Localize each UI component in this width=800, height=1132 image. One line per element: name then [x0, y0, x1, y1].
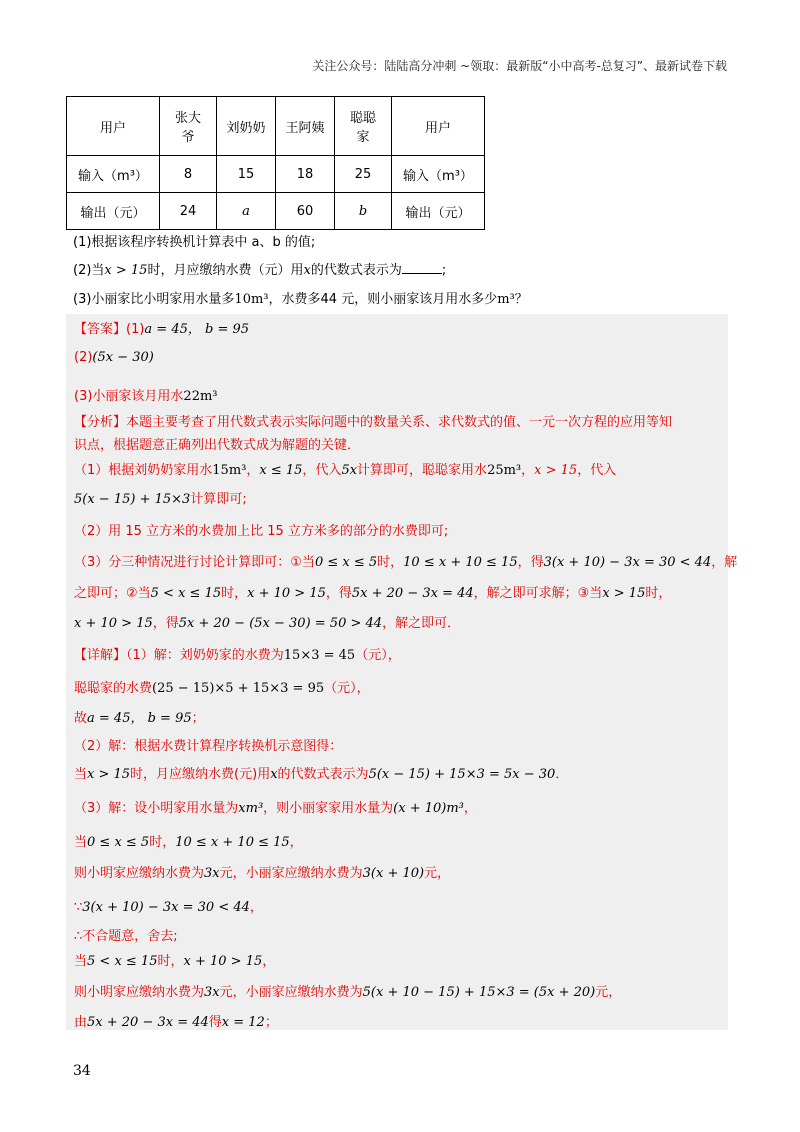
text: 时，: [645, 586, 672, 601]
text: 的代数式表示为: [277, 767, 369, 782]
text: ，: [463, 801, 477, 816]
question-2: [73, 259, 446, 278]
text: ；: [264, 1015, 278, 1030]
analysis-line: 识点，根据题意正确列出代数式成为解题的关键．: [74, 438, 361, 453]
math: (x + 10)m³: [393, 801, 464, 816]
table-cell: 张大 爷: [160, 97, 217, 156]
text: 则小明家应缴纳水费为: [74, 866, 205, 881]
text: ，解之即可求解；③当: [473, 586, 603, 601]
text: 元，: [595, 985, 622, 1000]
math: 5x + 20 − 3x = 44: [87, 1015, 209, 1030]
detail-line: [74, 950, 275, 969]
text: 得: [208, 1015, 222, 1030]
page-header: 关注公众号：陆陆高分冲刺 ~领取：最新版“小中高考-总复习”、最新试卷下载: [312, 59, 727, 73]
question-1: (1)根据该程序转换机计算表中 a、b 的值;: [73, 235, 316, 250]
math: 15m³: [212, 463, 247, 478]
text: （1）根据刘奶奶家用水: [74, 463, 213, 478]
text: ，代入: [577, 463, 617, 478]
text: 当: [74, 767, 88, 782]
detail-line: [74, 981, 621, 1000]
text: ，: [249, 900, 263, 915]
table-cell: 输入（m³）: [67, 156, 160, 193]
table-cell: 8: [160, 156, 217, 193]
math: 5x + 20 − (5x − 30) = 50 > 44: [178, 616, 383, 631]
text: （元），: [355, 648, 401, 663]
text: 由: [74, 1015, 88, 1030]
text: 当: [74, 835, 88, 850]
table-cell: 王阿姨: [276, 97, 335, 156]
text: ，得: [325, 586, 352, 601]
math: x > 15: [87, 767, 131, 782]
text: 元，: [424, 866, 451, 881]
detail-line: （2）解：根据水费计算程序转换机示意图得：: [74, 739, 343, 754]
analysis-line: 【分析】本题主要考查了用代数式表示实际问题中的数量关系、求代数式的值、一元一次方程的应用等知: [74, 415, 673, 430]
math: x > 15: [602, 586, 646, 601]
math: m³: [497, 292, 515, 307]
text: ;: [441, 263, 447, 278]
text: 【详解】（1）解：刘奶奶家的水费为: [74, 648, 284, 663]
math: 10 ≤ x + 10 ≤ 15: [403, 555, 518, 570]
table-cell: 输入（m³）: [392, 156, 485, 193]
detail-line: [74, 1011, 278, 1030]
text: 【答案】(1): [74, 322, 145, 337]
text: ，: [246, 463, 260, 478]
text: 时，: [377, 555, 404, 570]
math: x > 15: [104, 263, 148, 278]
analysis-line: （2）用 15 立方米的水费加上比 15 立方米多的部分的水费即可;: [74, 524, 449, 539]
math: 5(x − 15) + 15×3 = 5x − 30: [368, 767, 556, 782]
detail-line: [74, 797, 477, 816]
table-cell: 15: [217, 156, 276, 193]
table-cell: 25: [335, 156, 392, 193]
math: 3(x + 10) − 3x = 30 < 44: [82, 900, 250, 915]
text: （3）分三种情况进行讨论计算即可：①当: [74, 555, 315, 570]
math: 3x: [204, 866, 220, 881]
math: (5x − 30): [92, 350, 154, 365]
analysis-line: [74, 488, 247, 507]
math: 10 ≤ x + 10 ≤ 15: [175, 835, 290, 850]
text: ？: [514, 292, 528, 307]
text: ．: [555, 767, 569, 782]
text: 时，月应缴纳水费(元)用: [130, 767, 271, 782]
table-cell: 用户: [67, 97, 160, 156]
text: (3)小丽家该月用水: [74, 389, 184, 404]
text: ，: [262, 954, 276, 969]
math: 5x + 20 − 3x = 44: [351, 586, 474, 601]
analysis-line: [74, 551, 737, 570]
table-cell: 用户: [392, 97, 485, 156]
math: a = 45， b = 95: [144, 322, 250, 337]
text: (2)当: [73, 263, 105, 278]
text: 聪聪家的水费: [74, 681, 153, 696]
text: 故: [74, 711, 88, 726]
math: xm³: [238, 801, 264, 816]
text: ，: [521, 463, 535, 478]
text: （元），: [324, 681, 370, 696]
table-row: [67, 193, 485, 230]
math: 0 ≤ x ≤ 5: [87, 835, 150, 850]
math: 22m³: [183, 389, 218, 404]
table-cell: 输出（元）: [67, 193, 160, 230]
text: 元，小丽家应缴纳水费为: [219, 866, 363, 881]
text: ∵: [74, 900, 83, 915]
text: 计算即可，聪聪家用水: [357, 463, 488, 478]
table-cell: a: [217, 193, 276, 230]
math: 0 ≤ x ≤ 5: [314, 555, 378, 570]
math: 3x: [204, 985, 220, 1000]
detail-line: ∴不合题意，舍去;: [74, 929, 178, 944]
table-cell: 输出（元）: [392, 193, 485, 230]
text: 的代数式表示为: [310, 263, 402, 278]
analysis-line: [74, 459, 616, 478]
analysis-line: [74, 582, 671, 601]
text: ，则小丽家家用水量为: [263, 801, 394, 816]
math: x + 10 > 15: [74, 616, 153, 631]
text: ，得: [517, 555, 544, 570]
table-cell: 18: [276, 156, 335, 193]
text: (3)小丽家比小明家用水量多: [73, 292, 235, 307]
table-cell: 聪聪 家: [335, 97, 392, 156]
math: 3(x + 10) − 3x = 30 < 44: [543, 555, 712, 570]
analysis-line: [74, 612, 460, 631]
text: 时，月应缴纳水费（元）用: [147, 263, 304, 278]
answer-line: [74, 385, 218, 404]
text: ；: [191, 711, 205, 726]
detail-line: [74, 831, 303, 850]
math: x + 10 > 15: [183, 954, 263, 969]
text: 时，: [149, 835, 176, 850]
text: （3）解：设小明家用水量为: [74, 801, 239, 816]
math: x ≤ 15: [259, 463, 303, 478]
math: 3(x + 10): [362, 866, 425, 881]
text: (2): [74, 350, 93, 365]
math: a = 45， b = 95: [87, 711, 192, 726]
detail-line: [74, 707, 205, 726]
text: ，水费多44 元，则小丽家该月用水多少: [268, 292, 498, 307]
table-cell: 刘奶奶: [217, 97, 276, 156]
math: x + 10 > 15: [247, 586, 326, 601]
math: x = 12: [221, 1015, 265, 1030]
table-row: [67, 156, 485, 193]
text: ，得: [152, 616, 179, 631]
table-cell: 24: [160, 193, 217, 230]
detail-line: [74, 644, 401, 663]
text: 当: [74, 954, 88, 969]
detail-line: [74, 896, 263, 915]
text: 则小明家应缴纳水费为: [74, 985, 205, 1000]
answer-line: [74, 350, 154, 365]
math: x: [303, 263, 311, 278]
answer-line: [74, 318, 249, 337]
text: 计算即可;: [190, 492, 247, 507]
table-cell: 60: [276, 193, 335, 230]
table-row: [67, 97, 485, 156]
text: ，解之即可．: [382, 616, 461, 631]
water-fee-table: [66, 96, 485, 230]
page-number: 34: [73, 1063, 91, 1079]
math: 10m³: [234, 292, 269, 307]
text: 之即可；②当: [74, 586, 151, 601]
math: 15×3 = 45: [283, 648, 356, 663]
math: x: [270, 767, 278, 782]
math: (25 − 15)×5 + 15×3 = 95: [152, 681, 325, 696]
math: 25m³: [487, 463, 522, 478]
math: 5 < x ≤ 15: [150, 586, 222, 601]
question-3: [73, 288, 528, 307]
detail-line: [74, 677, 370, 696]
text: 时，: [157, 954, 184, 969]
text: ，: [289, 835, 303, 850]
detail-line: [74, 763, 568, 782]
text: ，解: [711, 555, 738, 570]
detail-line: [74, 862, 450, 881]
math: x > 15: [534, 463, 578, 478]
text: 时，: [221, 586, 248, 601]
answer-blank: [402, 261, 442, 274]
text: ，代入: [302, 463, 342, 478]
table-cell: b: [335, 193, 392, 230]
math: 5(x − 15) + 15×3: [74, 492, 191, 507]
math: 5 < x ≤ 15: [87, 954, 158, 969]
math: 5x: [341, 463, 358, 478]
text: 元，小丽家应缴纳水费为: [219, 985, 363, 1000]
math: 5(x + 10 − 15) + 15×3 = (5x + 20): [362, 985, 596, 1000]
